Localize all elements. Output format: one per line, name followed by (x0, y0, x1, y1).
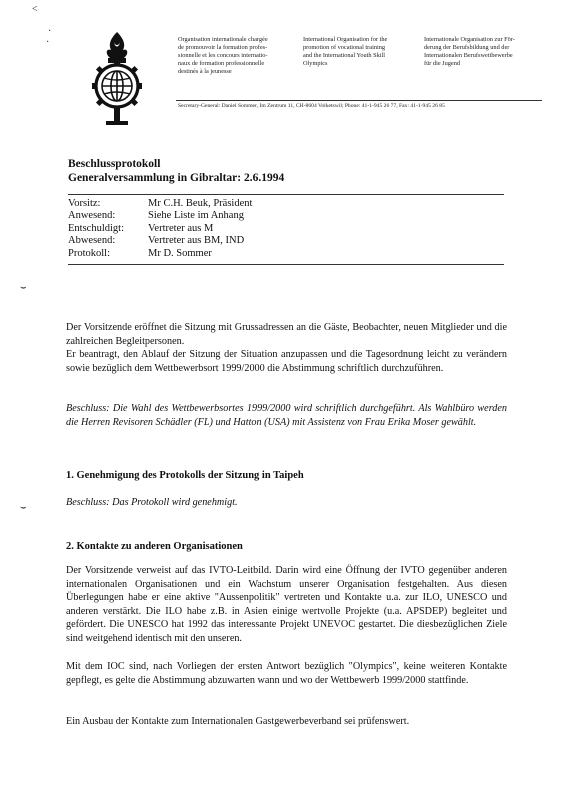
header-line: Internationale Organisation zur För- (424, 36, 515, 43)
paragraph: Der Vorsitzende eröffnet die Sitzung mit Grussadressen an die Gäste, Beobachter, neuen Mitglieder und die zahlreichen Begleitpersonen. (66, 322, 507, 347)
document-title: Beschlussprotokoll (68, 158, 161, 170)
section-heading: 2. Kontakte zu anderen Organisationen (66, 541, 243, 552)
header-line: destinés à la jeunesse (178, 68, 232, 76)
header-line: derung der Berufsbildung und der (424, 44, 510, 52)
intro-section (66, 321, 507, 375)
paragraph: Ein Ausbau der Kontakte zum Internationalen Gastgewerbeverband sei prüfenswert. (66, 716, 410, 727)
header-line: Organisation internationale chargée (178, 36, 268, 43)
meta-label: Abwesend: (68, 235, 116, 247)
header-column-english (303, 36, 417, 68)
meta-value: Vertreter aus BM, IND (148, 235, 245, 247)
paragraph: Der Vorsitzende verweist auf das IVTO-Leitbild. Darin wird eine Öffnung der IVTO gegenüber anderen internationalen Organisationen und ein Wachstum unserer Organisation festgehalten. Aus diesen Überlegungen habe er eine aktive "Aussenpolitik" vertreten und Kontakte u.a. zur ILO, UNESCO und anderen verstärkt. Die ILO habe z.B. in Asien einige wertvolle Projekte (u.a. APSDEP) begleitet und gefördert. Die UNESCO hat 1992 das interessante Projekt UNEVOC gestartet. Die diesbezüglichen Ziele sind weitgehend identisch mit den unseren. (66, 565, 507, 644)
scan-mark: ˂ (32, 4, 38, 15)
punch-hole-mark: ⌣ (20, 502, 27, 513)
header-column-french (178, 36, 296, 76)
decision-text: Beschluss: Das Protokoll wird genehmigt. (66, 497, 238, 508)
header-line: and the International Youth Skill (303, 52, 386, 60)
meta-row (68, 248, 504, 260)
paragraph: Er beantragt, den Ablauf der Sitzung der Situation anzupassen und die Tagesordnung leicht zu verändern sowie bezüglich dem Wettbewerbsort 1999/2000 die Abstimmung schriftlich durchzuführen. (66, 349, 507, 374)
meta-bottom-rule (68, 264, 504, 265)
meta-label: Vorsitz: (68, 198, 101, 209)
paragraph: Mit dem IOC sind, nach Vorliegen der ersten Antwort bezüglich "Olympics", keine weiteren Kontakte gepflegt, es gelte die Abstimmung abzuwarten wann und wo der Wettbewerb 1999/2000 stattfinde. (66, 661, 507, 686)
organisation-logo (84, 26, 150, 132)
meta-value: Vertreter aus M (148, 222, 214, 234)
header-line: für die Jugend (424, 60, 461, 68)
meta-row (68, 198, 504, 210)
header-column-german (424, 36, 544, 68)
meta-label: Entschuldigt: (68, 222, 124, 234)
header-divider (176, 100, 542, 101)
decision-text: Beschluss: Die Wahl des Wettbewerbsortes 1999/2000 wird schriftlich durchgeführt. Als Wahlbüro werden die Herren Revisoren Schädler (FL) und Hatton (USA) mit Assistenz von Frau Erika Moser gewählt. (66, 403, 507, 428)
header-line: de promouvoir la formation profes- (178, 44, 268, 52)
header-line: International Organisation for the (303, 36, 388, 43)
secretary-contact-line: Secretary-General: Daniel Sommer, Im Zentrum 11, CH-8604 Volketswil; Phone: 41-1-945 26 77, Fax: 41-1-945 26 85 (178, 103, 445, 109)
meta-row (68, 210, 504, 222)
meta-row (68, 223, 504, 235)
scan-mark: · (48, 26, 52, 37)
header-line: Internationalen Berufswettbewerbe (424, 52, 513, 60)
meta-row (68, 235, 504, 247)
meta-label: Protokoll: (68, 247, 111, 259)
document-subtitle: Generalversammlung in Gibraltar: 2.6.1994 (68, 172, 285, 184)
header-line: naux de formation professionnelle (178, 60, 265, 68)
section-heading: 1. Genehmigung des Protokolls der Sitzung in Taipeh (66, 470, 304, 481)
meta-value: Mr D. Sommer (148, 247, 212, 259)
meta-value: Mr C.H. Beuk, Präsident (148, 198, 253, 209)
meta-top-rule (68, 194, 504, 195)
punch-hole-mark: ⌣ (20, 282, 27, 293)
scan-mark: · (46, 37, 50, 48)
header-line: Olympics (303, 60, 328, 68)
header-line: promotion of vocational training (303, 44, 386, 52)
meta-value: Siehe Liste im Anhang (148, 210, 244, 222)
header-line: sionnelle et les concours internatio- (178, 52, 268, 60)
attendance-table (68, 198, 504, 260)
meta-label: Anwesend: (68, 210, 116, 222)
